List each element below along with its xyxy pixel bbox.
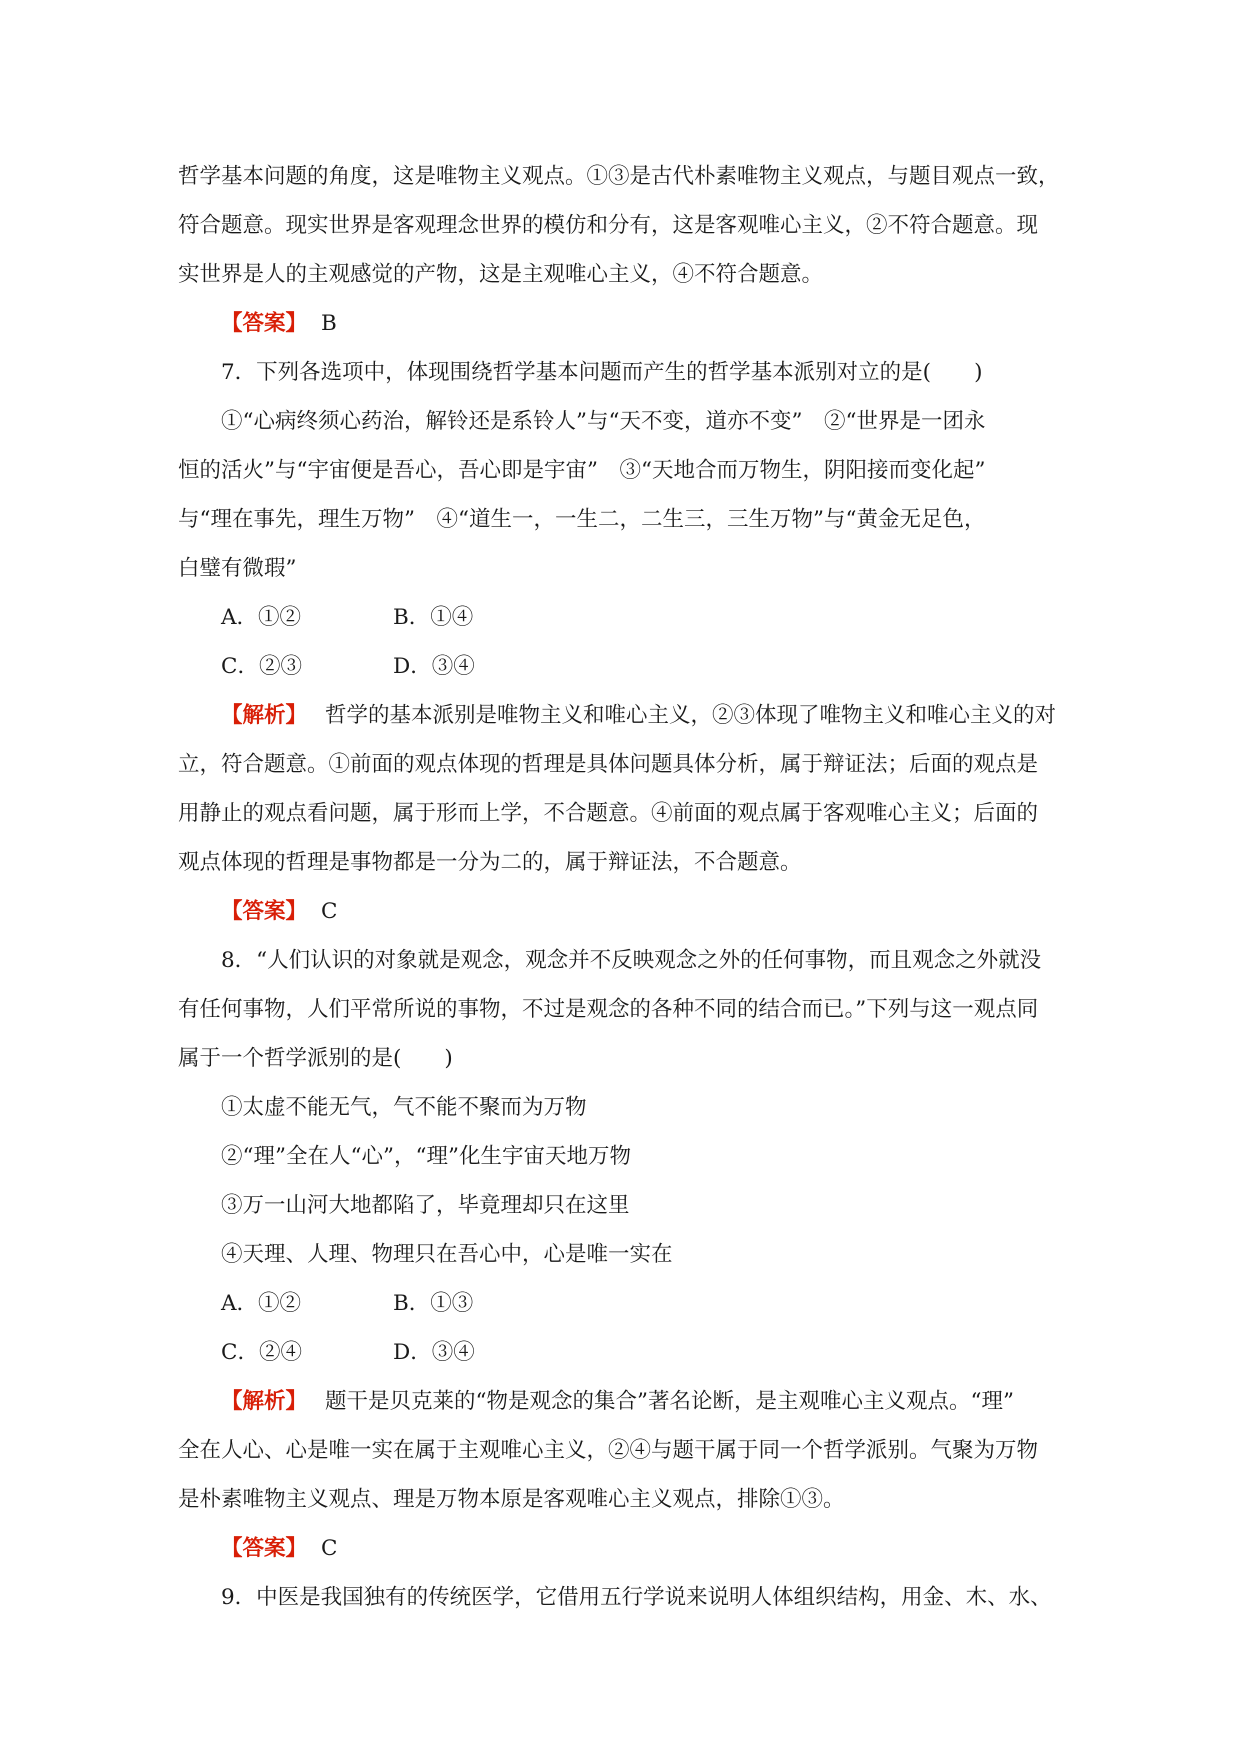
question-item-line: 与“理在事先，理生万物” ④“道生一，一生二，二生三，三生万物”与“黄金无足色， xyxy=(178,507,986,532)
analysis-text: 哲学的基本派别是唯物主义和唯心主义，②③体现了唯物主义和唯心主义的对 xyxy=(325,703,1057,728)
analysis-tag: 【解析】 xyxy=(221,1389,308,1414)
option-row xyxy=(178,593,1068,642)
question-item-line: ①太虚不能无气，气不能不聚而为万物 xyxy=(221,1095,587,1120)
answer-tag: 【答案】 xyxy=(221,1536,308,1561)
answer-tag: 【答案】 xyxy=(221,899,308,924)
answer-line xyxy=(178,1524,1068,1573)
option-d: D．③④ xyxy=(393,654,475,679)
answer-tag: 【答案】 xyxy=(221,311,308,336)
question-stem: 7．下列各选项中，体现围绕哲学基本问题而产生的哲学基本派别对立的是( ) xyxy=(221,360,983,385)
answer-value: B xyxy=(321,311,337,336)
analysis-line xyxy=(178,691,1068,740)
question-item-line: ②“理”全在人“心”，“理”化生宇宙天地万物 xyxy=(221,1144,631,1169)
text-line: 哲学基本问题的角度，这是唯物主义观点。①③是古代朴素唯物主义观点，与题目观点一致， xyxy=(178,164,1060,189)
analysis-line: 立，符合题意。①前面的观点体现的哲理是具体问题具体分析，属于辩证法；后面的观点是 xyxy=(178,752,1039,777)
option-a: A．①② xyxy=(221,1291,302,1316)
option-b: B．①④ xyxy=(393,605,474,630)
text-line: 符合题意。现实世界是客观理念世界的模仿和分有，这是客观唯心主义，②不符合题意。现 xyxy=(178,213,1039,238)
analysis-text: 题干是贝克莱的“物是观念的集合”著名论断，是主观唯心主义观点。“理” xyxy=(325,1389,1014,1414)
document-page xyxy=(178,152,1068,1622)
question-stem: 有任何事物，人们平常所说的事物，不过是观念的各种不同的结合而已。”下列与这一观点同 xyxy=(178,997,1039,1022)
question-item-line: ④天理、人理、物理只在吾心中，心是唯一实在 xyxy=(221,1242,673,1267)
option-row xyxy=(178,1328,1068,1377)
answer-value: C xyxy=(321,899,338,924)
answer-value: C xyxy=(321,1536,338,1561)
answer-line xyxy=(178,887,1068,936)
question-item-line: ①“心病终须心药治，解铃还是系铃人”与“天不变，道亦不变” ②“世界是一团永 xyxy=(221,409,986,434)
option-b: B．①③ xyxy=(393,1291,474,1316)
option-c: C．②③ xyxy=(221,654,302,679)
analysis-line: 是朴素唯物主义观点、理是万物本原是客观唯心主义观点，排除①③。 xyxy=(178,1487,845,1512)
option-row xyxy=(178,1279,1068,1328)
analysis-line: 观点体现的哲理是事物都是一分为二的，属于辩证法，不合题意。 xyxy=(178,850,802,875)
question-item-line: 恒的活火”与“宇宙便是吾心，吾心即是宇宙” ③“天地合而万物生，阴阳接而变化起” xyxy=(178,458,986,483)
question-item-line: ③万一山河大地都陷了，毕竟理却只在这里 xyxy=(221,1193,630,1218)
question-stem: 属于一个哲学派别的是( ) xyxy=(178,1046,453,1071)
analysis-line: 全在人心、心是唯一实在属于主观唯心主义，②④与题干属于同一个哲学派别。气聚为万物 xyxy=(178,1438,1039,1463)
answer-line xyxy=(178,299,1068,348)
question-stem: 8．“人们认识的对象就是观念，观念并不反映观念之外的任何事物，而且观念之外就没 xyxy=(221,948,1042,973)
option-a: A．①② xyxy=(221,605,302,630)
question-stem: 9．中医是我国独有的传统医学，它借用五行学说来说明人体组织结构，用金、木、水、 xyxy=(221,1585,1052,1610)
option-c: C．②④ xyxy=(221,1340,302,1365)
option-d: D．③④ xyxy=(393,1340,475,1365)
analysis-line: 用静止的观点看问题，属于形而上学，不合题意。④前面的观点属于客观唯心主义；后面的 xyxy=(178,801,1039,826)
text-line: 实世界是人的主观感觉的产物，这是主观唯心主义，④不符合题意。 xyxy=(178,262,824,287)
question-item-line: 白璧有微瑕” xyxy=(178,556,297,581)
analysis-line xyxy=(178,1377,1068,1426)
analysis-tag: 【解析】 xyxy=(221,703,308,728)
option-row xyxy=(178,642,1068,691)
